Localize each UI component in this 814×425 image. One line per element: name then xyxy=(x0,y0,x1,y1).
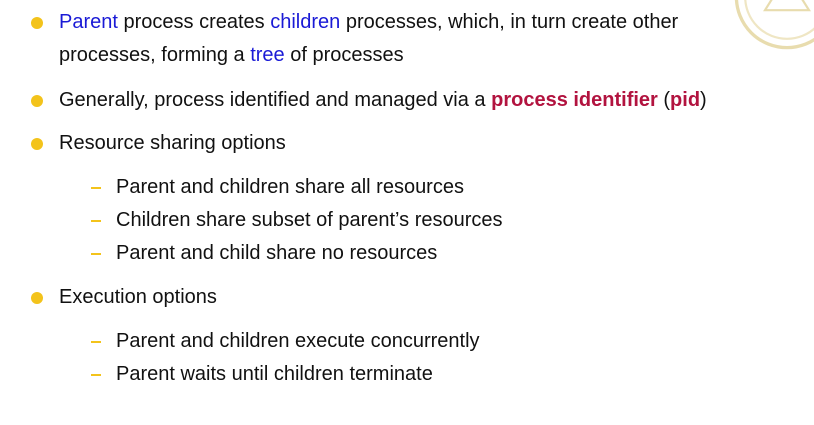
bullet-text xyxy=(59,84,754,117)
bullet-text xyxy=(59,39,754,72)
keyword-pid: pid xyxy=(670,89,701,111)
dash-icon xyxy=(91,374,101,376)
sub-bullet-text: Parent and children execute concurrently xyxy=(116,330,480,352)
bullet-text: Resource sharing options xyxy=(59,132,286,154)
dash-icon xyxy=(91,341,101,343)
dash-icon xyxy=(91,187,101,189)
bullet-dot-icon xyxy=(31,292,43,304)
bullet-text xyxy=(59,6,754,39)
text-fragment: of processes xyxy=(284,44,404,66)
text-fragment: ( xyxy=(657,89,671,111)
dash-icon xyxy=(91,253,101,255)
bullet-text: Execution options xyxy=(59,286,217,308)
sub-bullet-text: Parent and child share no resources xyxy=(116,242,438,264)
sub-bullet-text: Children share subset of parent’s resources xyxy=(116,209,503,231)
keyword-process-identifier: process identifier xyxy=(491,89,658,111)
text-fragment: processes, forming a xyxy=(59,44,251,66)
bullet-dot-icon xyxy=(31,138,43,150)
sub-bullet-text: Parent waits until children terminate xyxy=(116,363,433,385)
keyword-children: children xyxy=(270,11,341,33)
bullet-dot-icon xyxy=(31,95,43,107)
sub-bullet-text: Parent and children share all resources xyxy=(116,176,464,198)
keyword-parent: Parent xyxy=(59,11,118,33)
bullet-dot-icon xyxy=(31,17,43,29)
text-fragment: Generally, process identified and managed via a xyxy=(59,89,492,111)
dash-icon xyxy=(91,220,101,222)
text-fragment: processes, which, in turn create other xyxy=(340,11,679,33)
text-fragment: process creates xyxy=(117,11,271,33)
keyword-tree: tree xyxy=(250,44,285,66)
text-fragment: ) xyxy=(700,89,707,111)
